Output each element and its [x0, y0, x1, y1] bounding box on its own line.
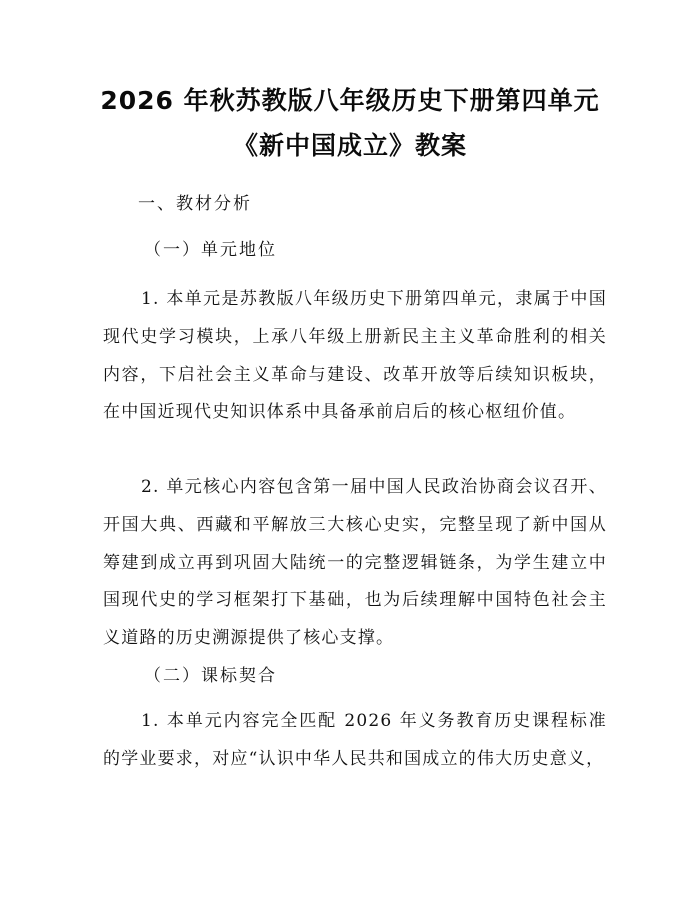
document-title-line-1: 2026 年秋苏教版八年级历史下册第四单元 [100, 86, 600, 115]
paragraph-unit-position-2: 2. 单元核心内容包含第一届中国人民政治协商会议召开、开国大典、西藏和平解放三大核心史实，完整呈现了新中国从筹建到成立再到巩固大陆统一的完整逻辑链条，为学生建立中国现代史的学习框架打下基础，也为后续理解中国特色社会主义道路的历史溯源提供了核心支撑。 [103, 477, 607, 649]
document-title-line-2: 《新中国成立》教案 [232, 131, 467, 160]
section-heading-materials-analysis: 一、教材分析 [138, 194, 252, 214]
paragraph-unit-position-1: 1. 本单元是苏教版八年级历史下册第四单元，隶属于中国现代史学习模块，上承八年级上册新民主主义革命胜利的相关内容，下启社会主义革命与建设、改革开放等后续知识板块，在中国近现代史知识体系中具备承前启后的核心枢纽价值。 [103, 289, 607, 423]
subsection-heading-curriculum-alignment: （二）课标契合 [144, 666, 277, 686]
paragraph-curriculum-alignment-1: 1. 本单元内容完全匹配 2026 年义务教育历史课程标准的学业要求，对应“认识中华人民共和国成立的伟大历史意义， [103, 711, 607, 769]
subsection-heading-unit-position: （一）单元地位 [144, 240, 277, 260]
